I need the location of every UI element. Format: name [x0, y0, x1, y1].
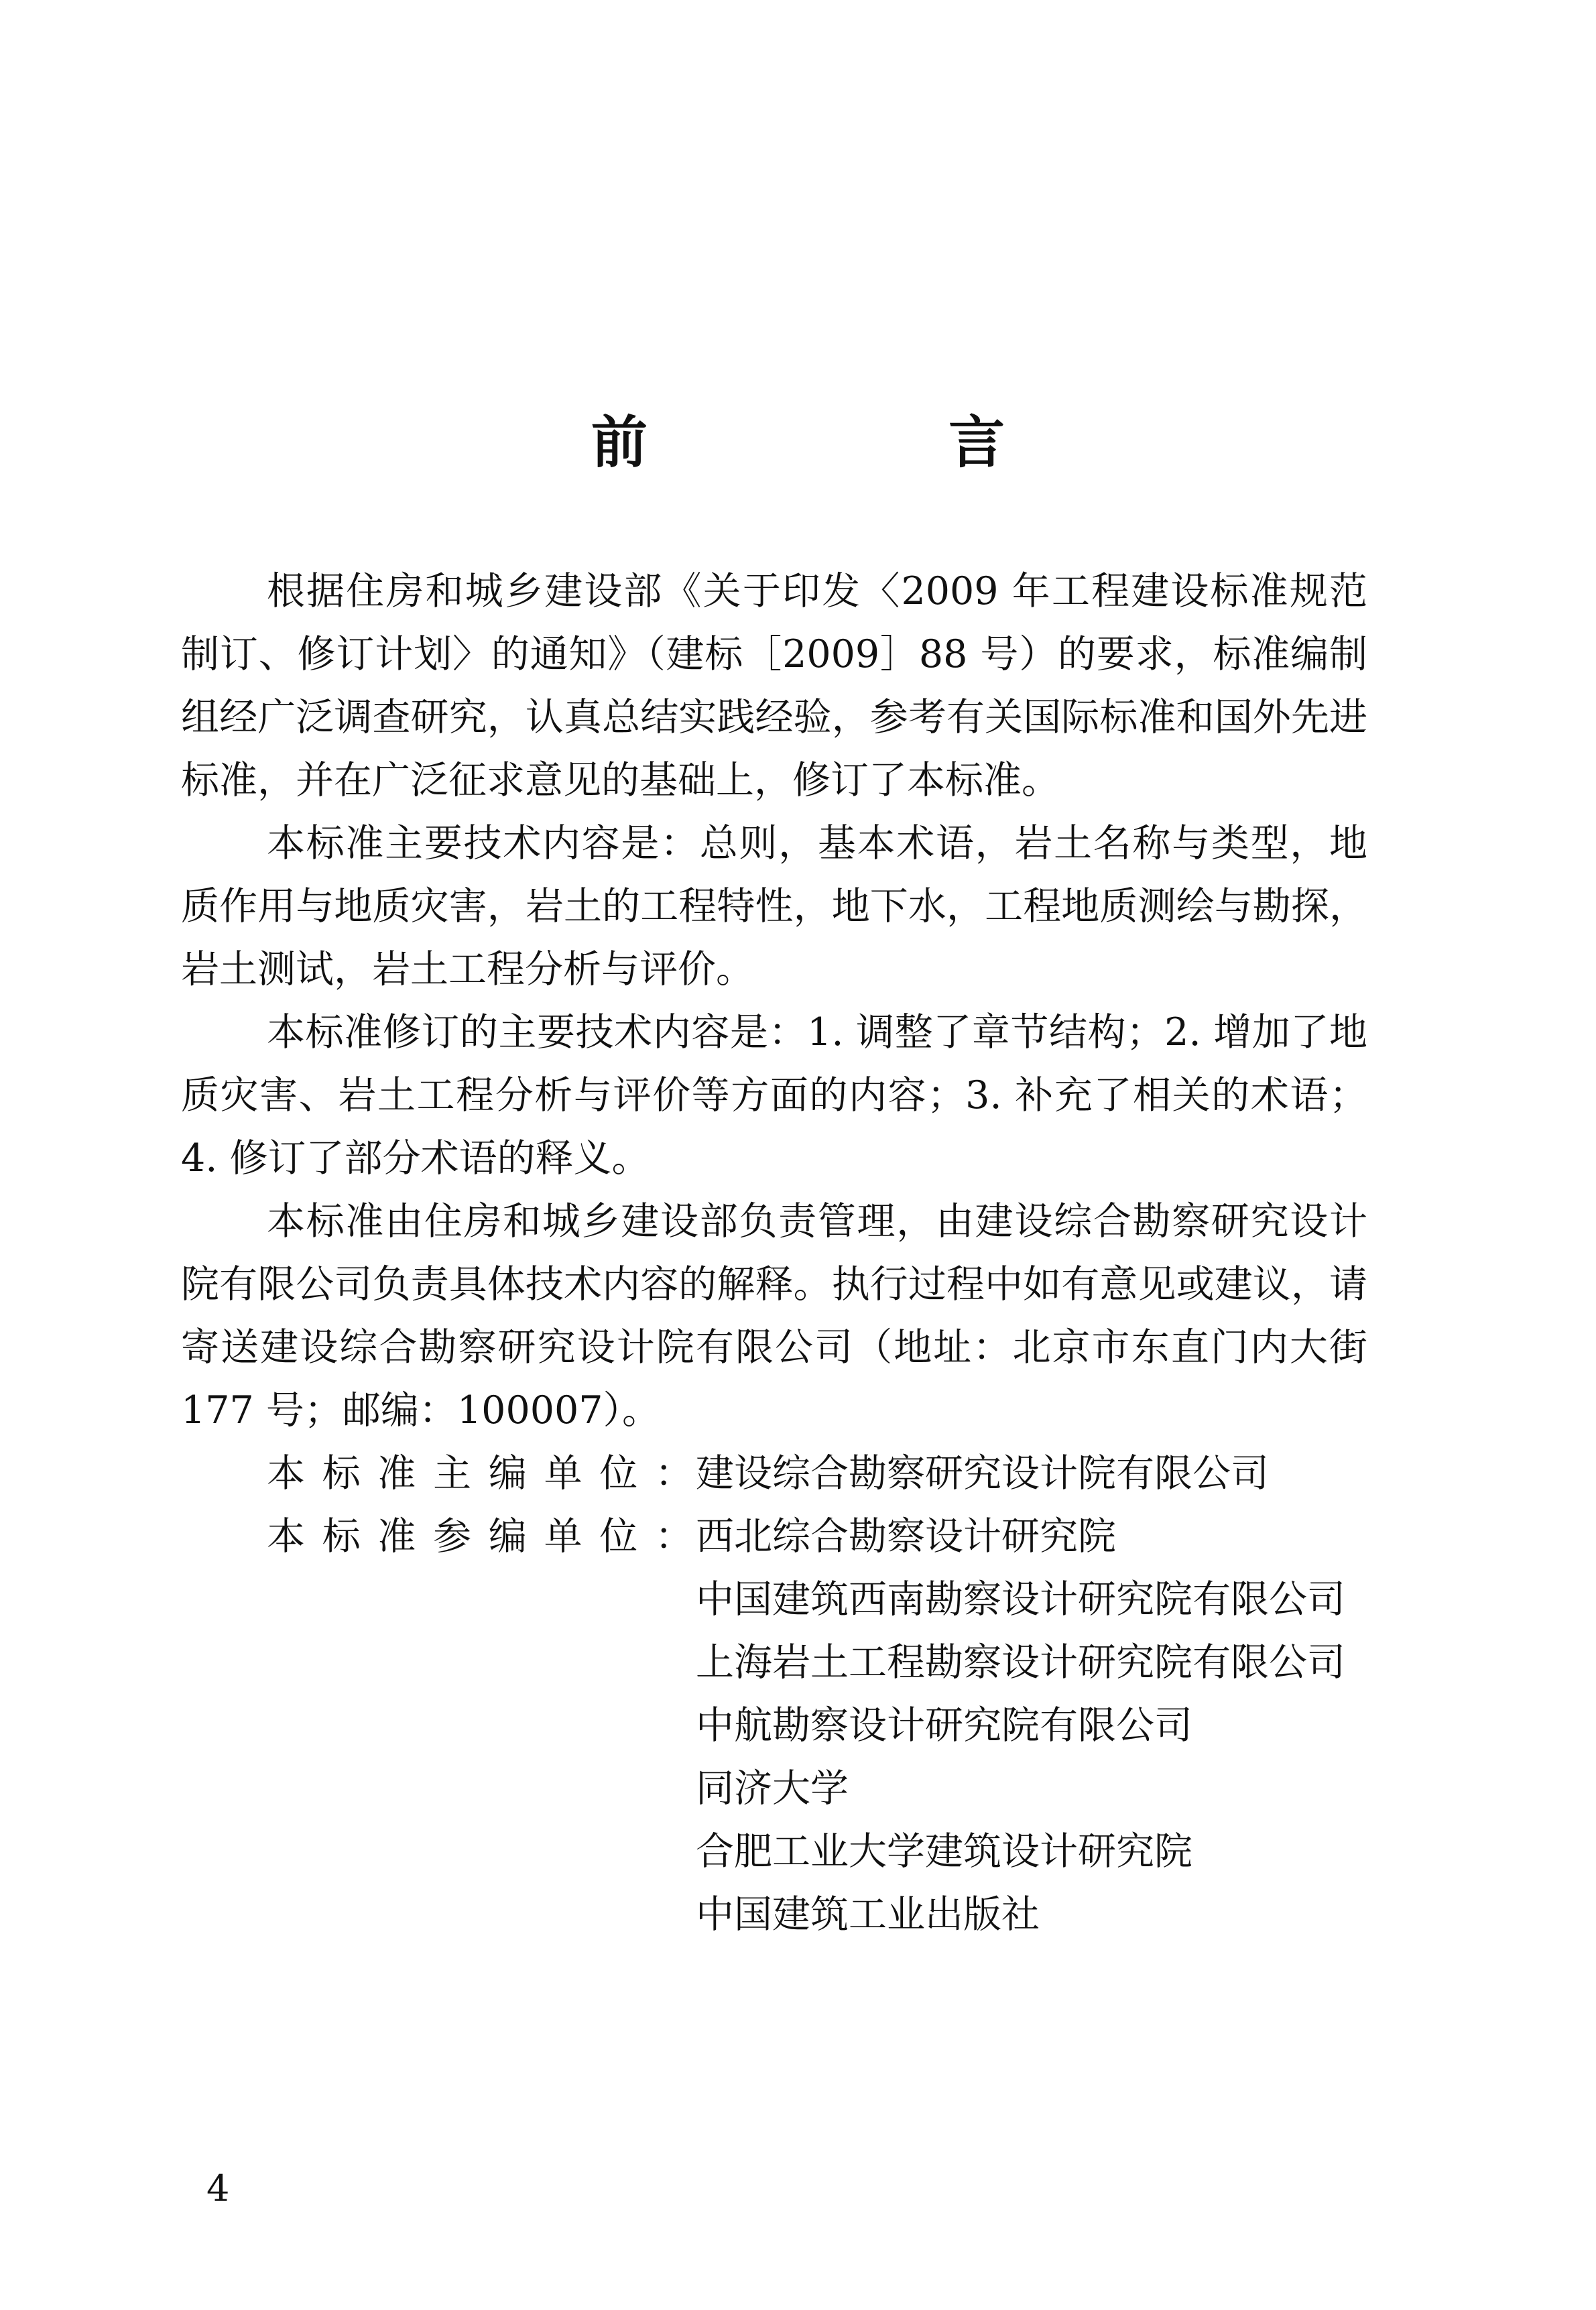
participating-unit: 合肥工业大学建筑设计研究院: [696, 1829, 1192, 1874]
participating-unit: 西北综合勘察设计研究院: [696, 1514, 1116, 1559]
preface-body: [181, 560, 1367, 1946]
paragraph-management: 本标准由住房和城乡建设部负责管理，由建设综合勘察研究设计院有限公司负责具体技术内容的解释。执行过程中如有意见或建议，请寄送建设综合勘察研究设计院有限公司（地址：北京市东直门内大街 177 号；邮编：100007）。: [181, 1199, 1367, 1433]
participating-unit: 上海岩土工程勘察设计研究院有限公司: [696, 1640, 1345, 1685]
chief-unit-label: 本标准主编单位：: [267, 1451, 693, 1496]
participating-units-row: [181, 1505, 1367, 1946]
chief-unit-row: [181, 1442, 1367, 1505]
paragraph-compilation-basis: 根据住房和城乡建设部《关于印发〈2009 年工程建设标准规范制订、修订计划〉的通知》（建标［2009］88 号）的要求，标准编制组经广泛调查研究，认真总结实践经验，参考有关国际标准和国外先进标准，并在广泛征求意见的基础上，修订了本标准。: [181, 569, 1367, 802]
chief-unit-name: 建设综合勘察研究设计院有限公司: [696, 1451, 1269, 1496]
participating-unit: 中航勘察设计研究院有限公司: [696, 1703, 1192, 1748]
paragraph-main-content: 本标准主要技术内容是：总则，基本术语，岩土名称与类型，地质作用与地质灾害，岩土的工程特性，地下水，工程地质测绘与勘探，岩土测试，岩土工程分析与评价。: [181, 821, 1367, 991]
paragraph-revision-content: 本标准修订的主要技术内容是：1. 调整了章节结构；2. 增加了地质灾害、岩土工程分析与评价等方面的内容；3. 补充了相关的术语；4. 修订了部分术语的释义。: [181, 1010, 1367, 1180]
participating-units-list: [696, 1505, 1367, 1946]
participating-unit: 同济大学: [696, 1766, 849, 1811]
participating-units-label: 本标准参编单位：: [267, 1514, 693, 1559]
page-number: 4: [206, 2167, 230, 2209]
page-title: 前 言: [591, 410, 1146, 475]
participating-unit: 中国建筑工业出版社: [696, 1892, 1040, 1937]
participating-unit: 中国建筑西南勘察设计研究院有限公司: [696, 1577, 1345, 1622]
